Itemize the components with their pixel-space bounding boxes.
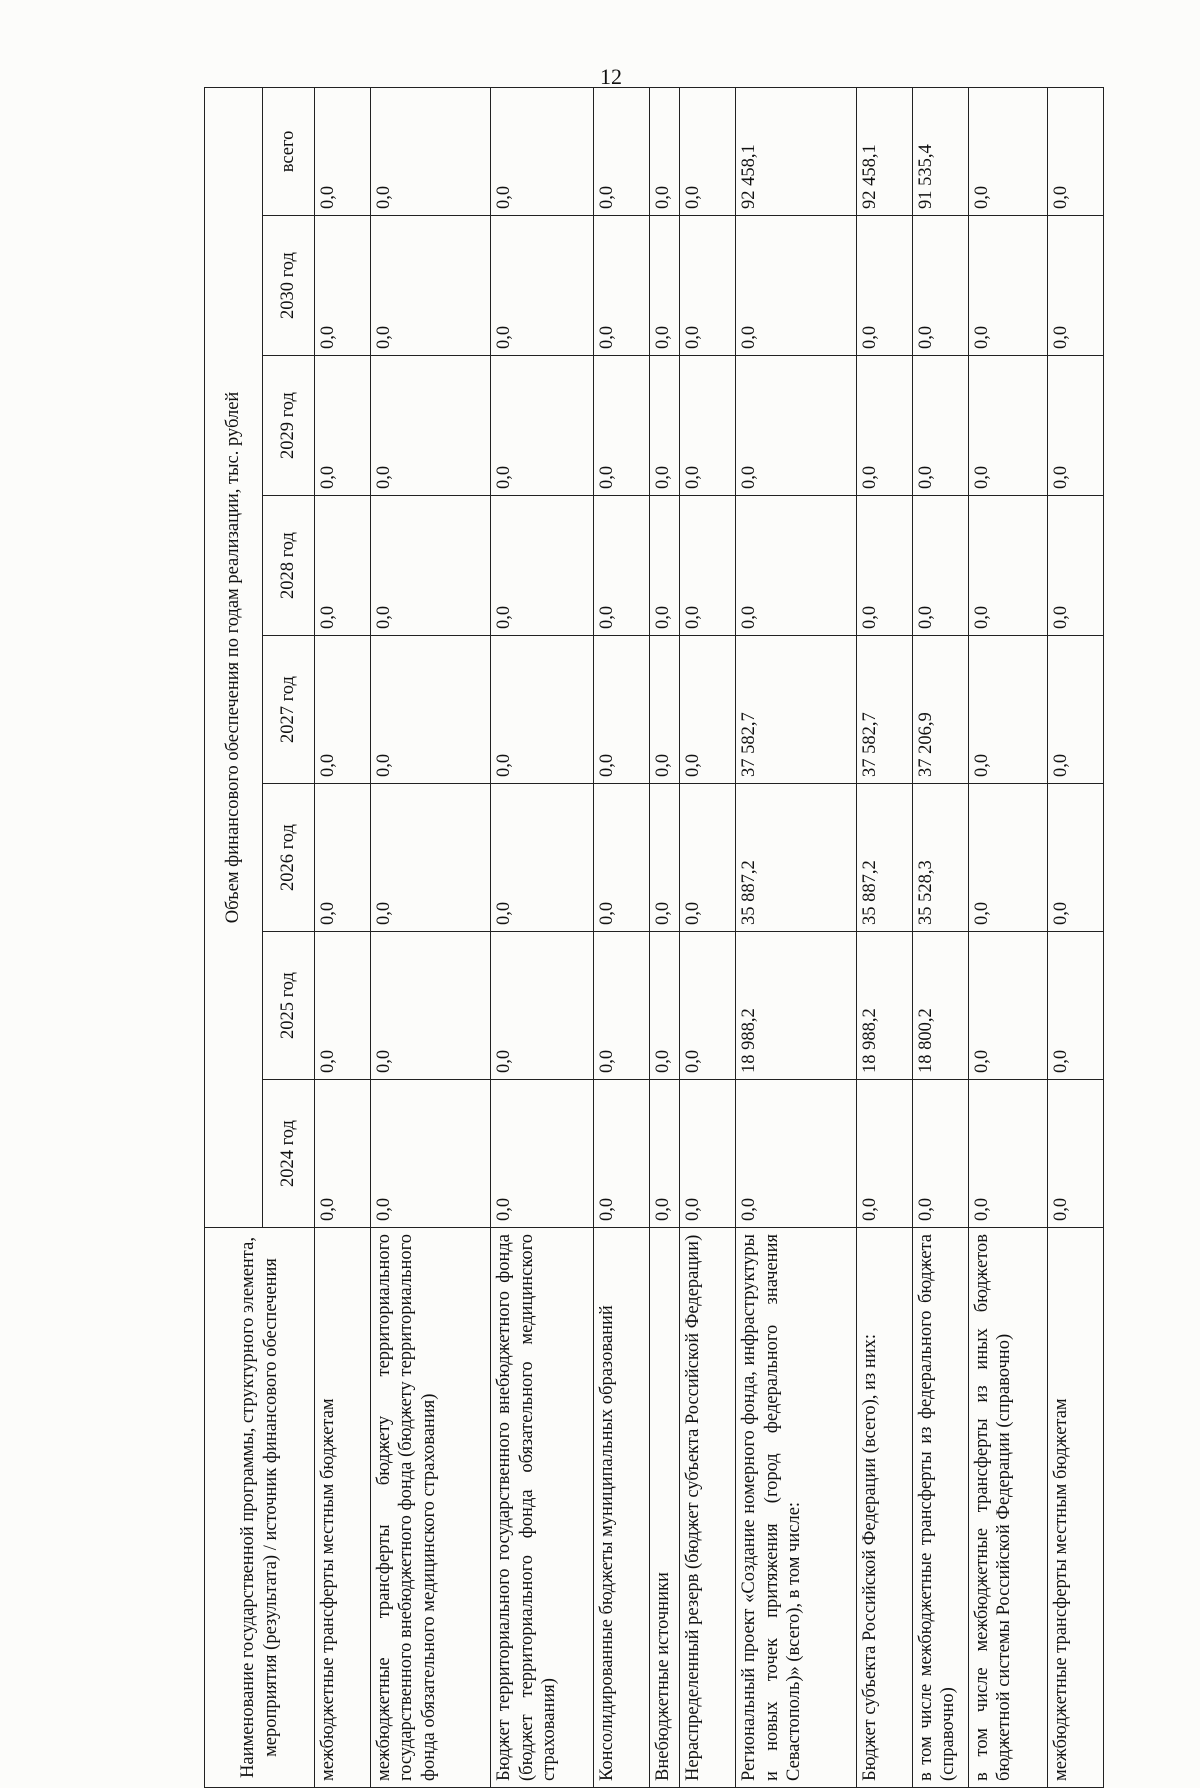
rotated-table-wrapper — [204, 88, 1104, 1788]
row-name-cell: межбюджетные трансферты бюджету территориального государственного внебюджетного фонда (бюджету территориального фонда обязательного медицинского страхования) — [370, 1228, 490, 1788]
row-value-cell: 0,0 — [370, 932, 490, 1080]
row-value-cell: 0,0 — [856, 496, 912, 636]
row-value-cell: 0,0 — [680, 216, 736, 356]
row-value-cell: 0,0 — [912, 356, 968, 496]
row-value-cell: 0,0 — [491, 216, 594, 356]
row-value-cell: 0,0 — [650, 1080, 680, 1228]
row-value-cell: 18 988,2 — [736, 932, 856, 1080]
row-value-cell: 0,0 — [680, 636, 736, 784]
row-name-cell: Внебюджетные источники — [650, 1228, 680, 1788]
row-value-cell: 0,0 — [856, 216, 912, 356]
row-value-cell: 35 887,2 — [856, 784, 912, 932]
row-value-cell: 0,0 — [315, 1080, 371, 1228]
row-value-cell: 0,0 — [594, 496, 650, 636]
row-name-cell: Нераспределенный резерв (бюджет субъекта Российской Федерации) — [680, 1228, 736, 1788]
row-value-cell: 0,0 — [968, 784, 1048, 932]
financing-table — [204, 87, 1104, 1788]
row-value-cell: 0,0 — [650, 932, 680, 1080]
table-row — [856, 87, 912, 1787]
row-value-cell: 0,0 — [736, 356, 856, 496]
year-header: 2025 год — [263, 932, 315, 1080]
row-value-cell: 0,0 — [650, 636, 680, 784]
row-value-cell: 0,0 — [856, 356, 912, 496]
row-value-cell: 0,0 — [968, 216, 1048, 356]
row-value-cell: 0,0 — [315, 932, 371, 1080]
row-value-cell: 0,0 — [594, 784, 650, 932]
row-value-cell: 0,0 — [315, 356, 371, 496]
row-value-cell: 0,0 — [912, 496, 968, 636]
row-value-cell: 0,0 — [594, 1080, 650, 1228]
row-value-cell: 35 528,3 — [912, 784, 968, 932]
row-total-cell: 0,0 — [1048, 87, 1104, 215]
row-value-cell: 0,0 — [680, 932, 736, 1080]
row-value-cell: 0,0 — [680, 496, 736, 636]
row-value-cell: 0,0 — [1048, 784, 1104, 932]
row-value-cell: 0,0 — [594, 636, 650, 784]
row-value-cell: 0,0 — [650, 784, 680, 932]
row-value-cell: 0,0 — [968, 932, 1048, 1080]
row-value-cell: 0,0 — [1048, 356, 1104, 496]
volume-title-header: Объем финансового обеспечения по годам реализации, тыс. рублей — [205, 87, 263, 1227]
row-total-cell: 92 458,1 — [736, 87, 856, 215]
row-total-cell: 0,0 — [594, 87, 650, 215]
row-value-cell: 0,0 — [594, 932, 650, 1080]
table-row — [1048, 87, 1104, 1787]
table-row — [680, 87, 736, 1787]
row-value-cell: 0,0 — [968, 1080, 1048, 1228]
row-value-cell: 0,0 — [370, 636, 490, 784]
row-value-cell: 18 800,2 — [912, 932, 968, 1080]
table-row — [370, 87, 490, 1787]
row-value-cell: 0,0 — [968, 356, 1048, 496]
row-value-cell: 0,0 — [315, 216, 371, 356]
row-value-cell: 0,0 — [370, 784, 490, 932]
row-value-cell: 0,0 — [1048, 1080, 1104, 1228]
table-row — [491, 87, 594, 1787]
table-body — [315, 87, 1104, 1787]
total-header: всего — [263, 87, 315, 215]
row-value-cell: 37 582,7 — [736, 636, 856, 784]
row-name-cell: Региональный проект «Создание номерного фонда, инфраструктуры и новых точек притяжения (город федерального значения Севастополь)» (всего), в том числе: — [736, 1228, 856, 1788]
row-name-cell: в том числе межбюджетные трансферты из федерального бюджета (справочно) — [912, 1228, 968, 1788]
row-value-cell: 0,0 — [491, 356, 594, 496]
year-header: 2027 год — [263, 636, 315, 784]
row-value-cell: 0,0 — [912, 1080, 968, 1228]
row-value-cell: 18 988,2 — [856, 932, 912, 1080]
table-row — [968, 87, 1048, 1787]
row-value-cell: 0,0 — [491, 932, 594, 1080]
row-name-cell: Бюджет территориального государственного внебюджетного фонда (бюджет территориального фонда обязательного медицинского страхования) — [491, 1228, 594, 1788]
row-value-cell: 0,0 — [491, 1080, 594, 1228]
row-name-cell: Бюджет субъекта Российской Федерации (всего), из них: — [856, 1228, 912, 1788]
row-total-cell: 91 535,4 — [912, 87, 968, 215]
row-value-cell: 0,0 — [650, 356, 680, 496]
table-row — [594, 87, 650, 1787]
row-total-cell: 92 458,1 — [856, 87, 912, 215]
year-header: 2024 год — [263, 1080, 315, 1228]
row-value-cell: 0,0 — [315, 636, 371, 784]
row-value-cell: 0,0 — [1048, 496, 1104, 636]
row-value-cell: 0,0 — [491, 636, 594, 784]
row-name-cell: межбюджетные трансферты местным бюджетам — [315, 1228, 371, 1788]
row-value-cell: 35 887,2 — [736, 784, 856, 932]
table-row — [736, 87, 856, 1787]
row-total-cell: 0,0 — [315, 87, 371, 215]
row-total-cell: 0,0 — [370, 87, 490, 215]
table-row — [912, 87, 968, 1787]
table-row — [650, 87, 680, 1787]
row-value-cell: 0,0 — [650, 216, 680, 356]
page-number: 12 — [600, 64, 622, 89]
row-value-cell: 0,0 — [315, 496, 371, 636]
row-value-cell: 0,0 — [650, 496, 680, 636]
row-value-cell: 0,0 — [968, 496, 1048, 636]
row-total-cell: 0,0 — [650, 87, 680, 215]
row-total-cell: 0,0 — [680, 87, 736, 215]
row-value-cell: 0,0 — [370, 216, 490, 356]
row-value-cell: 0,0 — [680, 784, 736, 932]
row-name-cell: межбюджетные трансферты местным бюджетам — [1048, 1228, 1104, 1788]
row-value-cell: 37 206,9 — [912, 636, 968, 784]
row-value-cell: 0,0 — [680, 356, 736, 496]
table-row — [315, 87, 371, 1787]
row-name-cell: Консолидированные бюджеты муниципальных образований — [594, 1228, 650, 1788]
row-value-cell: 0,0 — [370, 496, 490, 636]
row-value-cell: 0,0 — [315, 784, 371, 932]
row-value-cell: 37 582,7 — [856, 636, 912, 784]
row-value-cell: 0,0 — [594, 216, 650, 356]
row-value-cell: 0,0 — [594, 356, 650, 496]
row-value-cell: 0,0 — [968, 636, 1048, 784]
row-total-cell: 0,0 — [491, 87, 594, 215]
row-value-cell: 0,0 — [1048, 216, 1104, 356]
row-value-cell: 0,0 — [370, 1080, 490, 1228]
row-value-cell: 0,0 — [370, 356, 490, 496]
row-value-cell: 0,0 — [680, 1080, 736, 1228]
row-value-cell: 0,0 — [1048, 932, 1104, 1080]
row-value-cell: 0,0 — [1048, 636, 1104, 784]
year-header: 2030 год — [263, 216, 315, 356]
row-value-cell: 0,0 — [912, 216, 968, 356]
row-value-cell: 0,0 — [491, 784, 594, 932]
year-header: 2029 год — [263, 356, 315, 496]
row-total-cell: 0,0 — [968, 87, 1048, 215]
row-value-cell: 0,0 — [736, 216, 856, 356]
row-value-cell: 0,0 — [856, 1080, 912, 1228]
name-column-header: Наименование государственной программы, структурного элемента, мероприятия (результата) / источник финансового обеспечения — [205, 1228, 315, 1788]
row-value-cell: 0,0 — [736, 1080, 856, 1228]
row-value-cell: 0,0 — [736, 496, 856, 636]
row-name-cell: в том числе межбюджетные трансферты из иных бюджетов бюджетной системы Российской Федерации (справочно) — [968, 1228, 1048, 1788]
year-header: 2028 год — [263, 496, 315, 636]
row-value-cell: 0,0 — [491, 496, 594, 636]
year-header: 2026 год — [263, 784, 315, 932]
